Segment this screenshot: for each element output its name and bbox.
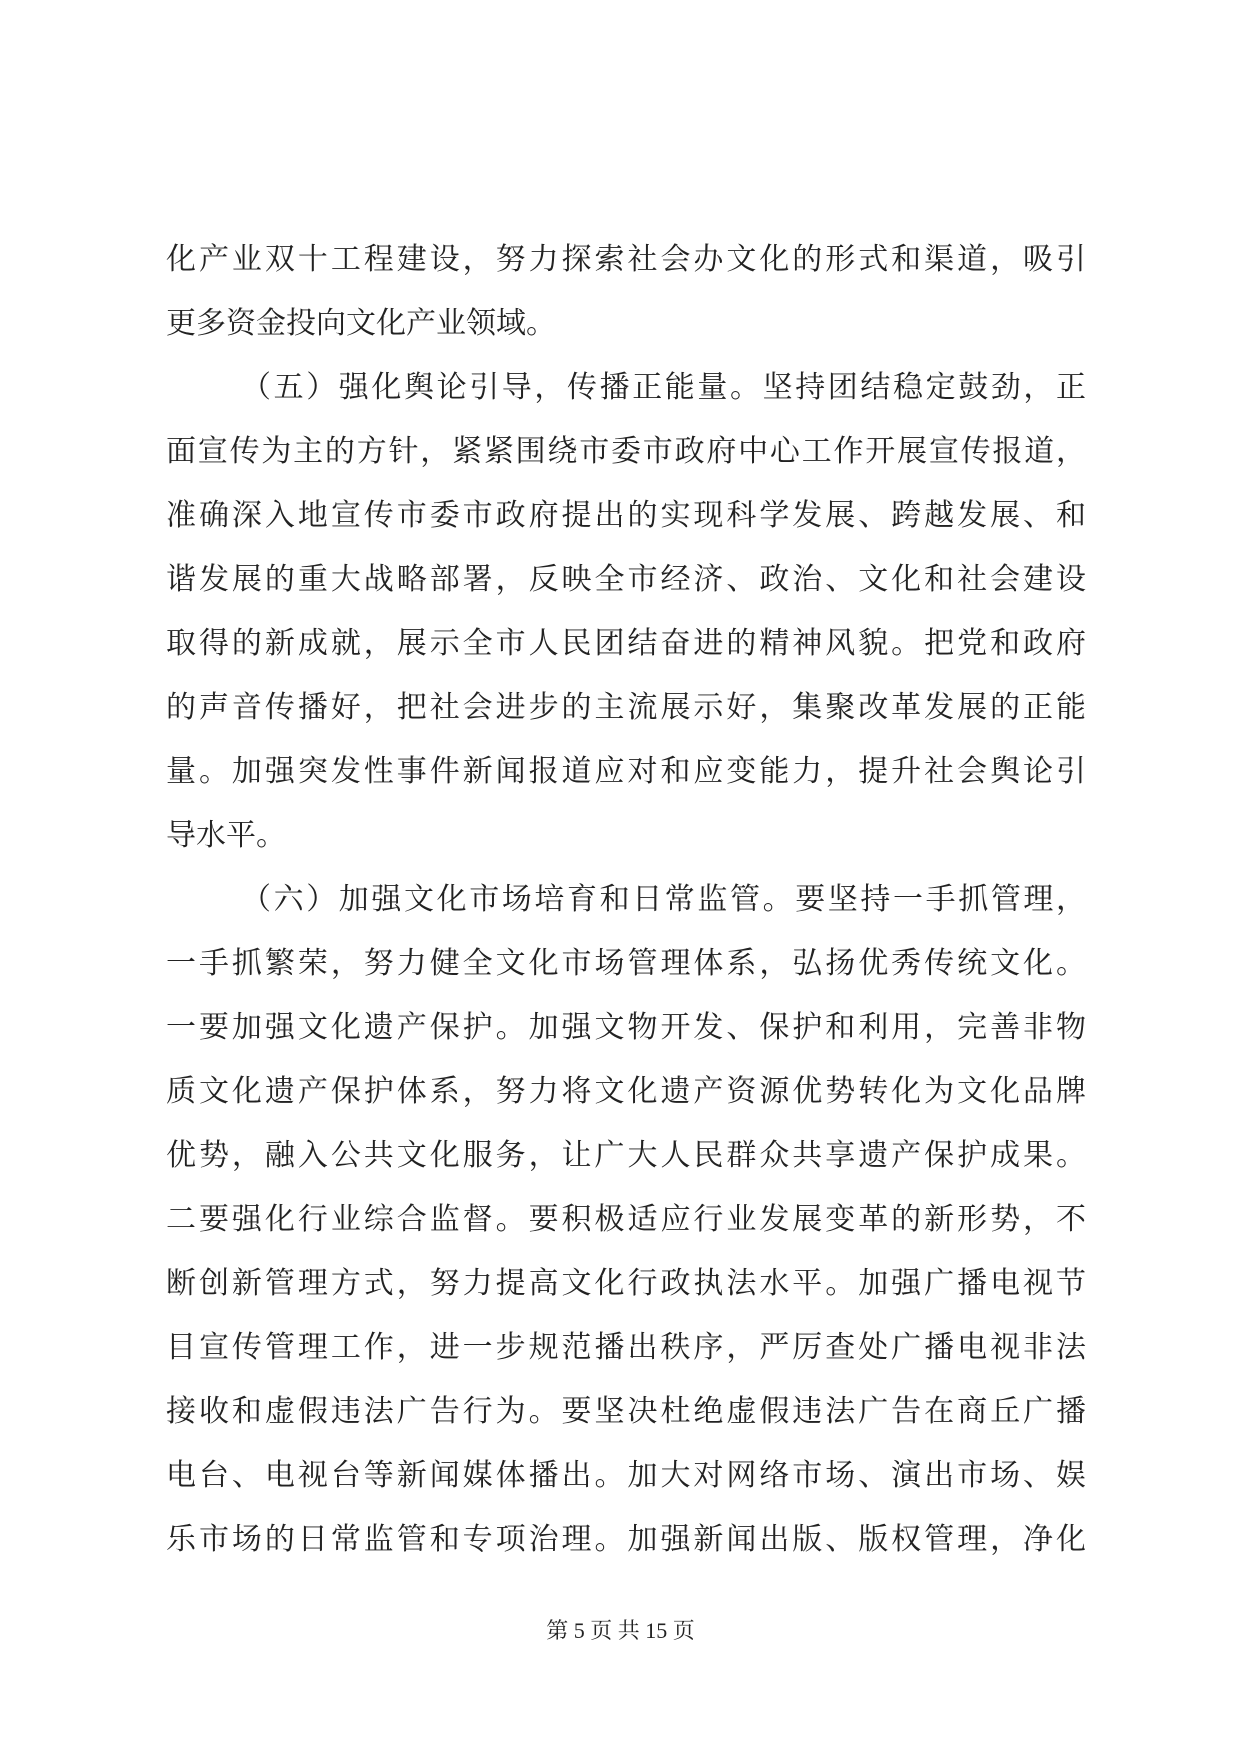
text-line: 谐发展的重大战略部署，反映全市经济、政治、文化和社会建设 — [166, 562, 1086, 597]
text-line: 断创新管理方式，努力提高文化行政执法水平。加强广播电视节 — [166, 1266, 1086, 1301]
text-line: 量。加强突发性事件新闻报道应对和应变能力，提升社会舆论引 — [166, 754, 1086, 789]
document-body — [166, 228, 1086, 1572]
text-line: 面宣传为主的方针，紧紧围绕市委市政府中心工作开展宣传报道， — [166, 434, 1086, 469]
text-line: （六）加强文化市场培育和日常监管。要坚持一手抓管理， — [241, 882, 1086, 917]
text-line: 一手抓繁荣，努力健全文化市场管理体系，弘扬优秀传统文化。 — [166, 946, 1086, 981]
text-line: 乐市场的日常监管和专项治理。加强新闻出版、版权管理，净化 — [166, 1522, 1086, 1557]
text-line: 的声音传播好，把社会进步的主流展示好，集聚改革发展的正能 — [166, 690, 1086, 725]
text-line: 导水平。 — [166, 818, 286, 853]
text-line: 质文化遗产保护体系，努力将文化遗产资源优势转化为文化品牌 — [166, 1074, 1086, 1109]
page-footer: 第 5 页 共 15 页 — [546, 1618, 695, 1643]
text-line: 电台、电视台等新闻媒体播出。加大对网络市场、演出市场、娱 — [166, 1458, 1086, 1493]
text-line: 优势，融入公共文化服务，让广大人民群众共享遗产保护成果。 — [166, 1138, 1086, 1173]
text-line: 取得的新成就，展示全市人民团结奋进的精神风貌。把党和政府 — [166, 626, 1086, 661]
text-line: 更多资金投向文化产业领域。 — [166, 306, 556, 341]
text-line: （五）强化舆论引导，传播正能量。坚持团结稳定鼓劲，正 — [241, 370, 1086, 405]
text-line: 目宣传管理工作，进一步规范播出秩序，严厉查处广播电视非法 — [166, 1330, 1086, 1365]
text-line: 化产业双十工程建设，努力探索社会办文化的形式和渠道，吸引 — [166, 242, 1086, 277]
text-line: 一要加强文化遗产保护。加强文物开发、保护和利用，完善非物 — [166, 1010, 1086, 1045]
text-line: 准确深入地宣传市委市政府提出的实现科学发展、跨越发展、和 — [166, 498, 1086, 533]
text-line: 二要强化行业综合监督。要积极适应行业发展变革的新形势，不 — [166, 1202, 1086, 1237]
text-line: 接收和虚假违法广告行为。要坚决杜绝虚假违法广告在商丘广播 — [166, 1394, 1086, 1429]
